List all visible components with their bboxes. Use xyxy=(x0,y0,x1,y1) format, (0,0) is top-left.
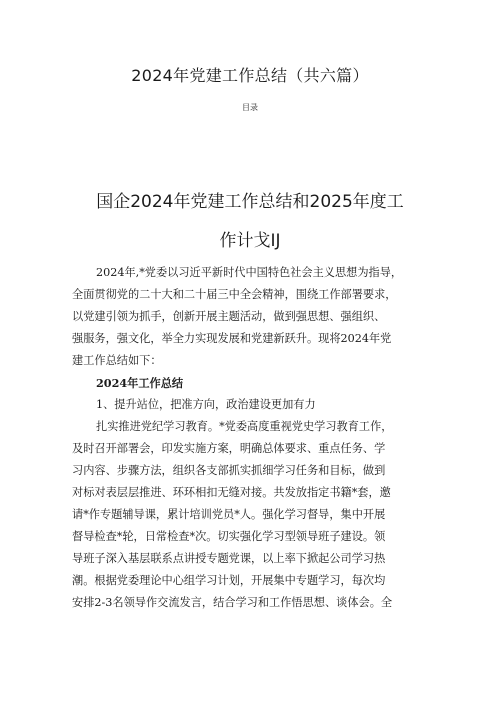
paragraph-line: 扎实推进党纪学习教育。*党委高度重视党史学习教育工作， xyxy=(96,420,393,433)
paragraph-line: 安排2-3名领导作交流发言，结合学习和工作悟思想、谈体会。全 xyxy=(72,596,393,609)
subheading-work-summary: 2024年工作总结 xyxy=(96,376,184,390)
point-heading-1: 1、提升站位，把准方向，政治建设更加有力 xyxy=(96,398,316,411)
paragraph-line: 全面贯彻党的二十大和二十届三中全会精神，围绕工作部署要求， xyxy=(72,288,397,301)
paragraph-line: 对标对表层层推进、环环相扣无缝对接。共发放指定书籍*套，邀 xyxy=(72,486,391,499)
paragraph-line: 建工作总结如下： xyxy=(72,354,162,367)
section-heading-line-1: 国企2024年党建工作总结和2025年度工 xyxy=(96,192,404,212)
paragraph-line: 导班子深入基层联系点讲授专题党课，以上率下掀起公司学习热 xyxy=(72,552,386,565)
paragraph-line: 习内容、步骤方法，组织各支部抓实抓细学习任务和目标，做到 xyxy=(72,464,386,477)
paragraph-line: 督导检查*轮，日常检查*次。切实强化学习型领导班子建设。领 xyxy=(72,530,386,543)
paragraph-line: 强服务，强文化，举全力实现发展和党建新跃升。现将2024年党 xyxy=(72,332,392,345)
paragraph-line: 2024年,*党委以习近平新时代中国特色社会主义思想为指导， xyxy=(96,266,403,279)
paragraph-line: 潮。根据党委理论中心组学习计划，开展集中专题学习，每次均 xyxy=(72,574,386,587)
paragraph-line: 及时召开部署会，印发实施方案，明确总体要求、重点任务、学 xyxy=(72,442,386,455)
table-of-contents-label: 目录 xyxy=(242,103,258,112)
paragraph-line: 以党建引领为抓手，创新开展主题活动，做到强思想、强组织、 xyxy=(72,310,386,323)
paragraph-line: 请*作专题辅导课，累计培训党员*人。强化学习督导，集中开展 xyxy=(72,508,386,521)
body-paragraph-1 xyxy=(72,262,444,614)
document-title: 2024年党建工作总结（共六篇） xyxy=(131,66,369,85)
section-heading-line-2: 作计戈IJ xyxy=(219,231,281,251)
